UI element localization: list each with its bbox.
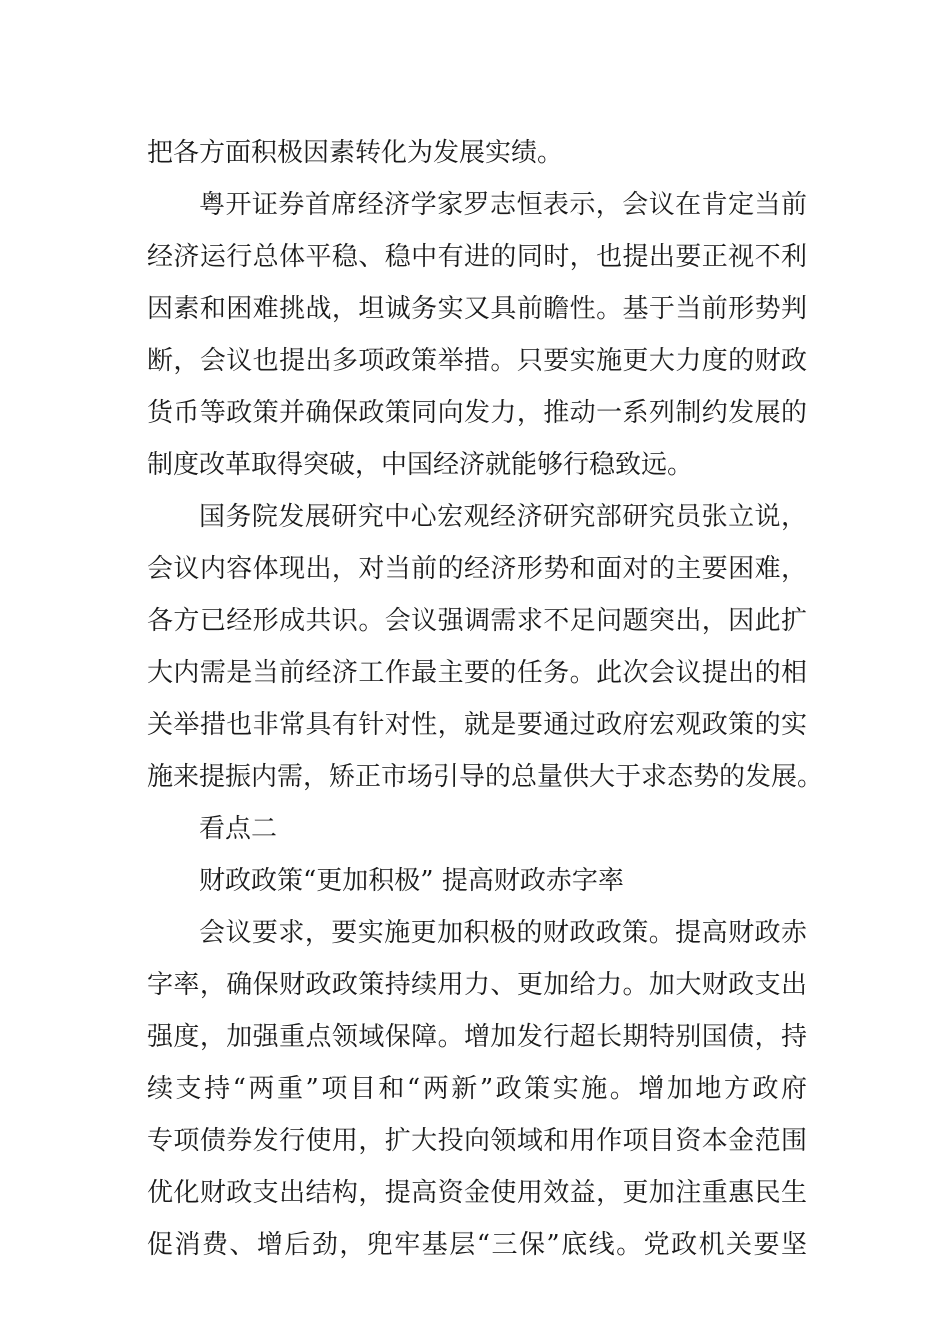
text-line: 货币等政策并确保政策同向发力，推动一系列制约发展的 (147, 398, 807, 428)
text-line: 粤开证券首席经济学家罗志恒表示，会议在肯定当前 (199, 190, 807, 220)
text-line: 强度，加强重点领域保障。增加发行超长期特别国债，持 (147, 1022, 807, 1052)
section-heading: 财政政策“更加积极” 提高财政赤字率 (199, 866, 624, 896)
text-line: 把各方面积极因素转化为发展实绩。 (147, 138, 564, 168)
text-line: 经济运行总体平稳、稳中有进的同时，也提出要正视不利 (147, 242, 807, 272)
section-label: 看点二 (199, 814, 278, 844)
text-line: 因素和困难挑战，坦诚务实又具前瞻性。基于当前形势判 (147, 294, 807, 324)
text-line: 国务院发展研究中心宏观经济研究部研究员张立说， (199, 502, 807, 532)
text-line: 专项债券发行使用，扩大投向领域和用作项目资本金范围 (147, 1126, 807, 1156)
text-line: 制度改革取得突破，中国经济就能够行稳致远。 (147, 450, 694, 480)
text-line: 施来提振内需，矫正市场引导的总量供大于求态势的发展。 (147, 762, 824, 792)
text-line: 各方已经形成共识。会议强调需求不足问题突出，因此扩 (147, 606, 807, 636)
text-line: 大内需是当前经济工作最主要的任务。此次会议提出的相 (147, 658, 807, 688)
text-line: 优化财政支出结构，提高资金使用效益，更加注重惠民生 (147, 1178, 807, 1208)
text-line: 字率，确保财政政策持续用力、更加给力。加大财政支出 (147, 970, 807, 1000)
text-line: 断，会议也提出多项政策举措。只要实施更大力度的财政 (147, 346, 807, 376)
text-line: 促消费、增后劲，兜牢基层“三保”底线。党政机关要坚 (147, 1230, 807, 1260)
text-line: 会议要求，要实施更加积极的财政政策。提高财政赤 (199, 918, 807, 948)
text-line: 关举措也非常具有针对性，就是要通过政府宏观政策的实 (147, 710, 807, 740)
text-line: 续支持“两重”项目和“两新”政策实施。增加地方政府 (147, 1074, 807, 1104)
text-line: 会议内容体现出，对当前的经济形势和面对的主要困难， (147, 554, 807, 584)
